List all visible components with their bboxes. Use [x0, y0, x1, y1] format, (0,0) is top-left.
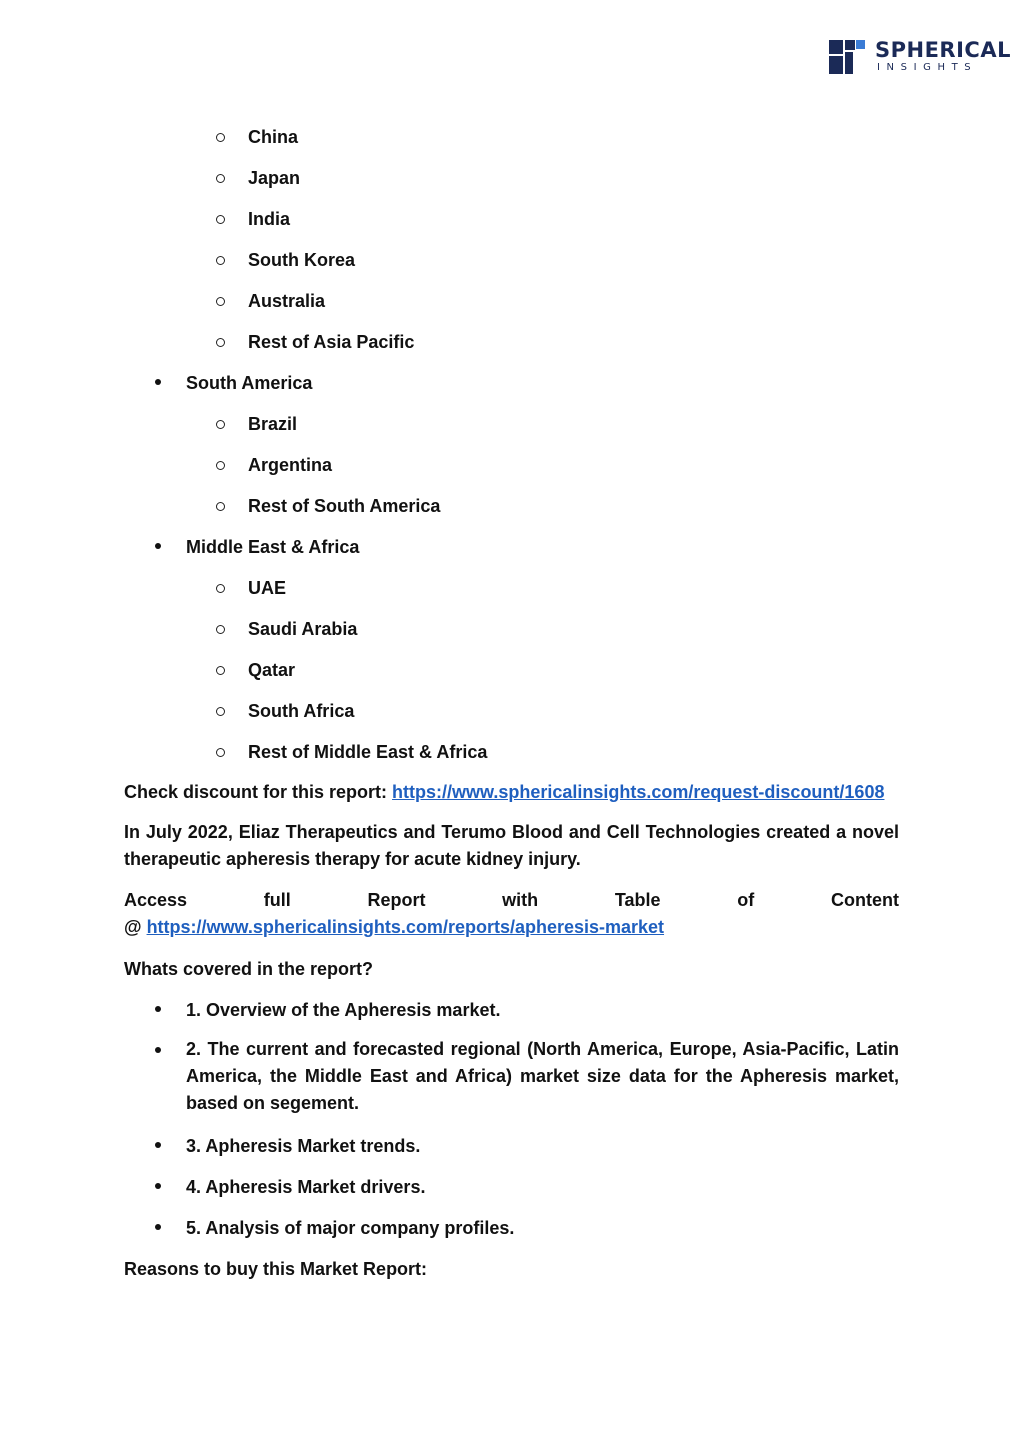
list-item: Australia	[248, 291, 326, 311]
bullet-icon	[155, 1142, 161, 1148]
list-item: Saudi Arabia	[248, 619, 358, 639]
discount-label: Check discount for this report:	[124, 782, 393, 802]
list-item: Brazil	[248, 414, 298, 434]
circle-bullet-icon	[216, 666, 225, 675]
circle-bullet-icon	[216, 461, 225, 470]
access-word: of	[737, 890, 755, 910]
circle-bullet-icon	[216, 748, 225, 757]
list-item: South Korea	[248, 250, 356, 270]
covered-item: 1. Overview of the Apheresis market.	[186, 1000, 501, 1020]
access-word: with	[502, 890, 539, 910]
circle-bullet-icon	[216, 174, 225, 183]
bullet-icon	[155, 1224, 161, 1230]
logo-wordmark: SPHERICAL	[875, 38, 1011, 62]
circle-bullet-icon	[216, 420, 225, 429]
covered-item: 3. Apheresis Market trends.	[186, 1136, 421, 1156]
bullet-icon	[155, 543, 161, 549]
list-item: India	[248, 209, 291, 229]
news-paragraph: In July 2022, Eliaz Therapeutics and Terumo Blood and Cell Technologies created a novel therapeutic apheresis therapy for acute kidney injury.	[124, 822, 899, 869]
bullet-icon	[155, 379, 161, 385]
access-word: full	[263, 890, 291, 910]
list-item: Rest of Middle East & Africa	[248, 742, 488, 762]
list-item: South Africa	[248, 701, 355, 721]
bullet-icon	[155, 1183, 161, 1189]
access-word: Content	[830, 890, 899, 910]
list-item: Rest of Asia Pacific	[248, 332, 415, 352]
circle-bullet-icon	[216, 584, 225, 593]
covered-item: 2. The current and forecasted regional (North America, Europe, Asia-Pacific, Latin America, the Middle East and Africa) market size data for the Apheresis market, based on segement.	[186, 1039, 899, 1113]
report-link-line	[124, 916, 664, 938]
list-item: Rest of South America	[248, 496, 441, 516]
access-word: Table	[614, 890, 661, 910]
bullet-icon	[155, 1047, 161, 1053]
report-link[interactable]: https://www.sphericalinsights.com/reports/apheresis-market	[146, 917, 665, 937]
region-heading: Middle East & Africa	[186, 537, 360, 557]
reasons-heading: Reasons to buy this Market Report:	[124, 1259, 428, 1279]
discount-line	[124, 781, 884, 803]
circle-bullet-icon	[216, 625, 225, 634]
discount-link[interactable]: https://www.sphericalinsights.com/request-discount/1608	[392, 782, 885, 802]
list-item: China	[248, 127, 299, 147]
circle-bullet-icon	[216, 297, 225, 306]
region-heading: South America	[186, 373, 313, 393]
access-line	[124, 889, 899, 911]
circle-bullet-icon	[216, 502, 225, 511]
list-item: Argentina	[248, 455, 333, 475]
list-item: Qatar	[248, 660, 296, 680]
logo-mark-icon	[829, 40, 865, 74]
spherical-insights-logo	[829, 38, 1011, 76]
covered-heading: Whats covered in the report?	[124, 959, 374, 979]
list-item: Japan	[248, 168, 301, 188]
circle-bullet-icon	[216, 215, 225, 224]
access-word: Access	[124, 890, 188, 910]
at-sign: @	[124, 917, 147, 937]
bullet-icon	[155, 1006, 161, 1012]
covered-item: 5. Analysis of major company profiles.	[186, 1218, 515, 1238]
circle-bullet-icon	[216, 338, 225, 347]
circle-bullet-icon	[216, 133, 225, 142]
circle-bullet-icon	[216, 707, 225, 716]
circle-bullet-icon	[216, 256, 225, 265]
list-item: UAE	[248, 578, 287, 598]
covered-item: 4. Apheresis Market drivers.	[186, 1177, 426, 1197]
access-word: Report	[367, 890, 426, 910]
logo-tagline: INSIGHTS	[877, 62, 978, 73]
